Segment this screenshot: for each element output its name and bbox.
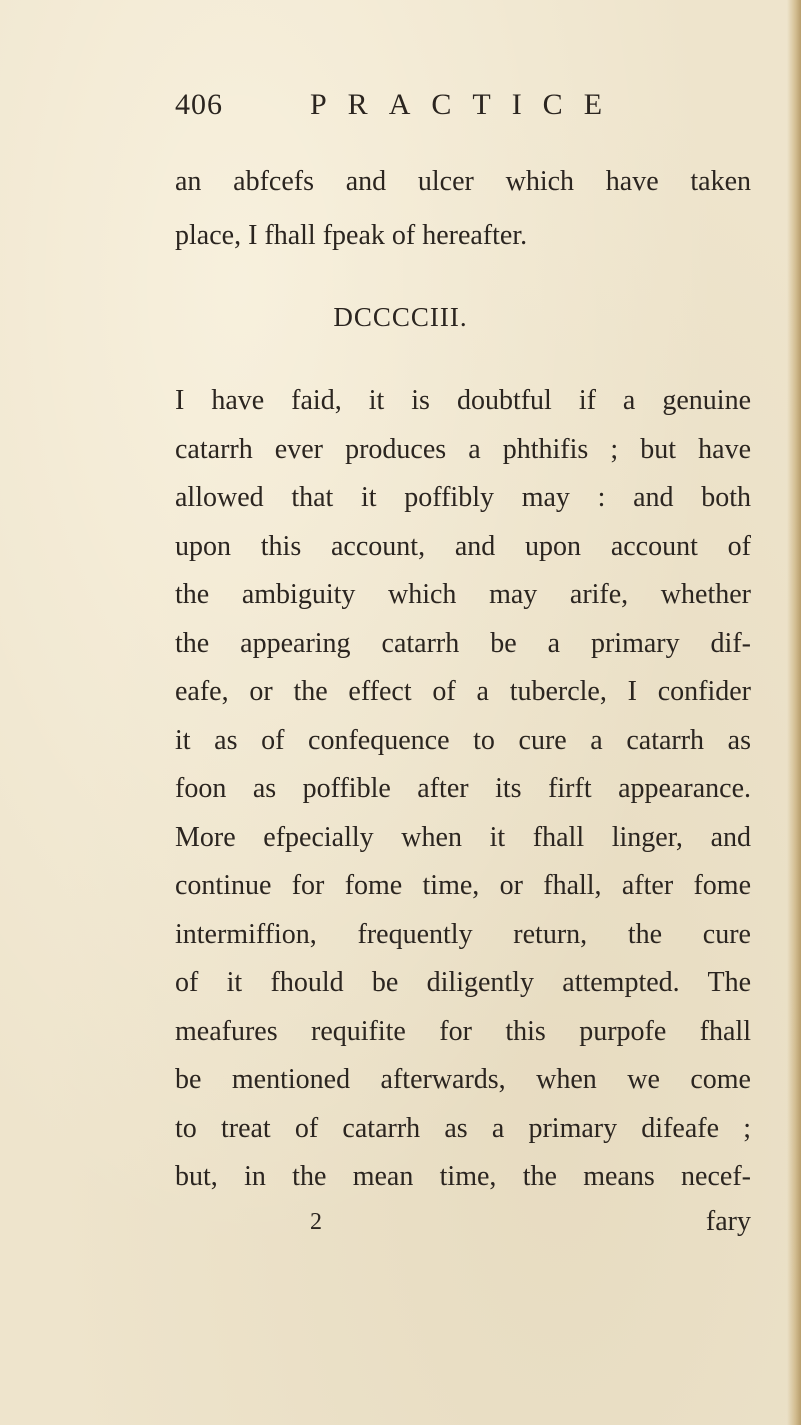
text-line: of it fhould be diligently attempted. The — [175, 967, 751, 998]
text-line: to treat of catarrh as a primary difeafe ; — [175, 1112, 751, 1144]
page-footer — [175, 1204, 751, 1240]
section-number: DCCCCIII. — [333, 302, 468, 332]
text-line: place, I fhall fpeak of hereafter. — [175, 220, 528, 251]
page-edge-shadow — [787, 0, 801, 1425]
text-line: an abfcefs and ulcer which have taken — [175, 166, 751, 197]
text-line: meafures requifite for this purpofe fhall — [175, 1015, 751, 1047]
text-line: it as of confequence to cure a catarrh as — [175, 724, 751, 756]
text-line: continue for fome time, or fhall, after fome — [175, 870, 751, 901]
text-line: intermiffion, frequently return, the cure — [175, 918, 751, 950]
text-line: I have faid, it is doubtful if a genuine — [175, 385, 751, 416]
page-header — [175, 88, 635, 128]
catchword: fary — [705, 1205, 751, 1237]
text-line: allowed that it poffibly may : and both — [175, 482, 751, 513]
text-line: foon as poffible after its firft appearance. — [175, 773, 751, 804]
text-line: but, in the mean time, the means necef- — [175, 1161, 751, 1192]
page-number: 406 — [175, 88, 223, 121]
text-line: catarrh ever produces a phthifis ; but have — [175, 433, 751, 465]
text-line: upon this account, and upon account of — [175, 530, 751, 562]
text-line: More efpecially when it fhall linger, and — [175, 821, 751, 853]
text-line: the appearing catarrh be a primary dif- — [175, 627, 751, 659]
text-line: eafe, or the effect of a tubercle, I confider — [175, 676, 751, 707]
text-line: the ambiguity which may arife, whether — [175, 579, 751, 610]
running-title: PRACTICE — [310, 88, 624, 121]
text-line: be mentioned afterwards, when we come — [175, 1064, 751, 1095]
signature-mark: 2 — [310, 1208, 322, 1235]
